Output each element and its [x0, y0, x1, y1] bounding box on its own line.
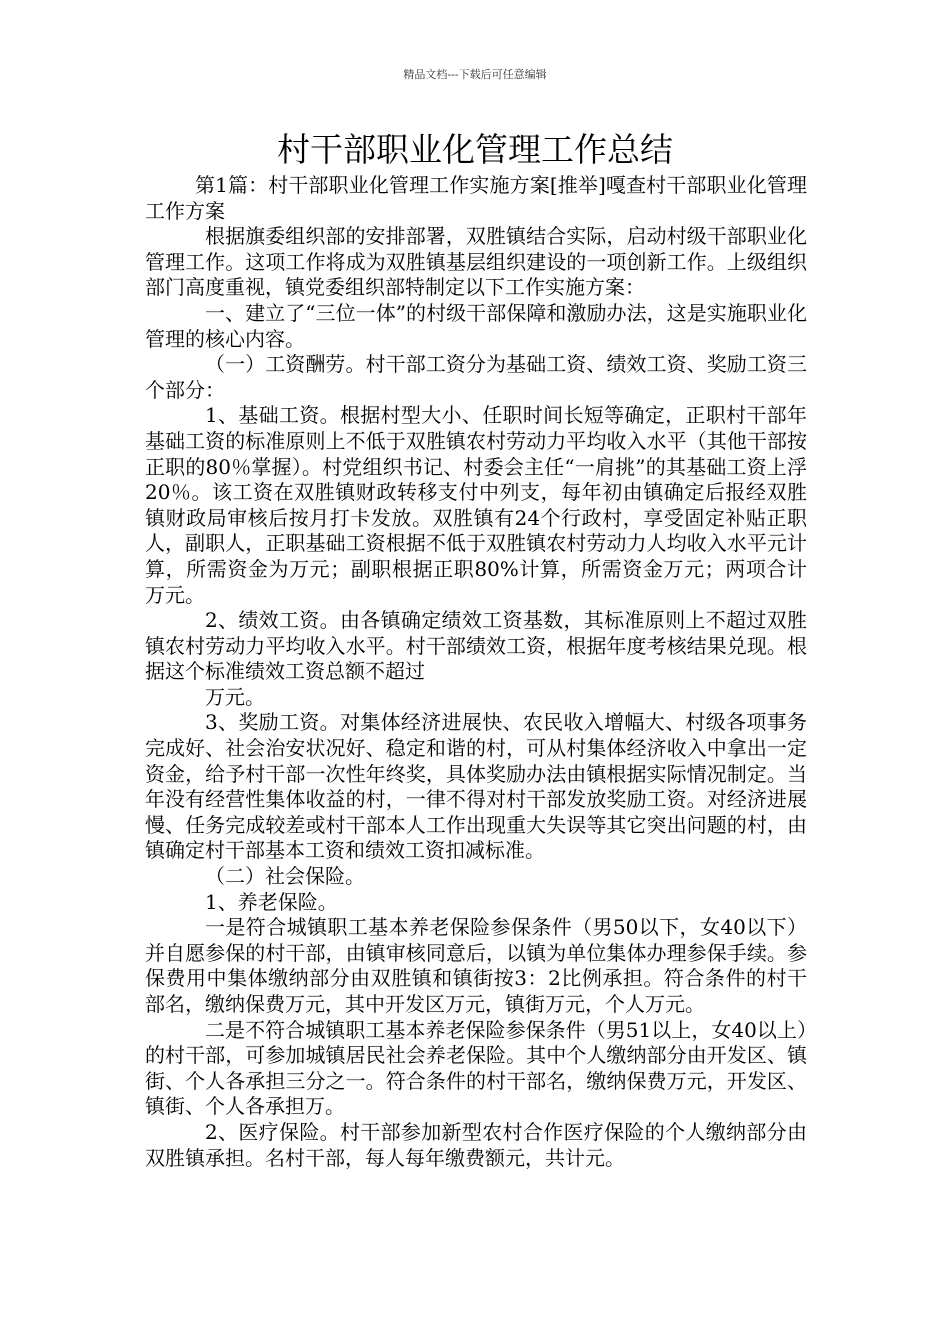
section-heading: 一、建立了“三位一体”的村级干部保障和激励办法，这是实施职业化管理的核心内容。	[145, 300, 807, 351]
paragraph: 2、医疗保险。村干部参加新型农村合作医疗保险的个人缴纳部分由双胜镇承担。名村干部，每人每年缴费额元，共计元。	[145, 1119, 807, 1170]
paragraph: 1、基础工资。根据村型大小、任职时间长短等确定，正职村干部年基础工资的标准原则上不低于双胜镇农村劳动力平均收入水平（其他干部按正职的80％掌握）。村党组织书记、村委会主任“一肩挑”的其基础工资上浮20％。该工资在双胜镇财政转移支付中列支，每年初由镇确定后报经双胜镇财政局审核后按月打卡发放。双胜镇有24个行政村，享受固定补贴正职人，副职人，正职基础工资根据不低于双胜镇农村劳动力人均收入水平元计算，所需资金为万元；副职根据正职80%计算，所需资金万元；两项合计万元。	[145, 403, 807, 607]
page-header-note: 精品文档---下载后可任意编辑	[403, 68, 547, 81]
chapter-heading: 第1篇：村干部职业化管理工作实施方案[推举]嘎查村干部职业化管理工作方案	[145, 173, 807, 223]
item-heading: 1、养老保险。	[205, 889, 338, 914]
paragraph: 万元。	[205, 684, 265, 709]
paragraph: 根据旗委组织部的安排部署，双胜镇结合实际，启动村级干部职业化管理工作。这项工作将成为双胜镇基层组织建设的一项创新工作。上级组织部门高度重视，镇党委组织部特制定以下工作实施方案：	[145, 224, 807, 300]
document-body	[145, 173, 807, 1171]
paragraph: 二是不符合城镇职工基本养老保险参保条件（男51以上，女40以上）的村干部，可参加城镇居民社会养老保险。其中个人缴纳部分由开发区、镇街、个人各承担三分之一。符合条件的村干部名，缴纳保费万元，开发区、镇街、个人各承担万。	[145, 1017, 807, 1119]
paragraph: 3、奖励工资。对集体经济进展快、农民收入增幅大、村级各项事务完成好、社会治安状况好、稳定和谐的村，可从村集体经济收入中拿出一定资金，给予村干部一次性年终奖，具体奖励办法由镇根据实际情况制定。当年没有经营性集体收益的村，一律不得对村干部发放奖励工资。对经济进展慢、任务完成较差或村干部本人工作出现重大失误等其它突出问题的村，由镇确定村干部基本工资和绩效工资扣减标准。	[145, 710, 807, 863]
subsection-heading: （二）社会保险。	[205, 864, 365, 889]
paragraph: 2、绩效工资。由各镇确定绩效工资基数，其标准原则上不超过双胜镇农村劳动力平均收入水平。村干部绩效工资，根据年度考核结果兑现。根据这个标准绩效工资总额不超过	[145, 608, 807, 684]
subsection-heading: （一）工资酬劳。村干部工资分为基础工资、绩效工资、奖励工资三个部分：	[145, 352, 807, 402]
paragraph: 一是符合城镇职工基本养老保险参保条件（男50以下，女40以下）并自愿参保的村干部，由镇审核同意后，以镇为单位集体办理参保手续。参保费用中集体缴纳部分由双胜镇和镇街按3：2比例承担。符合条件的村干部名，缴纳保费万元，其中开发区万元，镇街万元，个人万元。	[145, 915, 807, 1016]
document-title: 村干部职业化管理工作总结	[277, 130, 673, 169]
